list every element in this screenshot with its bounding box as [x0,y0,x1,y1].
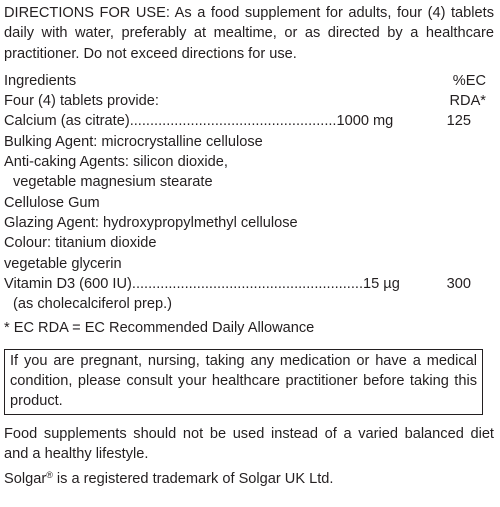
vitamin-d3-source-text: (as cholecalciferol prep.) [13,296,172,313]
ec-header: %EC [452,72,486,89]
ingredients-header-row [4,71,494,91]
cellulose-gum-text: Cellulose Gum [4,194,100,211]
colour [4,233,494,253]
bulking-agent [4,132,494,152]
anticaking-text-1: Anti-caking Agents: silicon dioxide, [4,154,228,171]
cellulose-gum [4,193,494,213]
vitamin-d3-source [4,294,494,314]
brand-name: Solgar [4,471,47,488]
calcium-amount: 1000 mg [336,113,394,130]
directions-for-use: DIRECTIONS FOR USE: As a food supplement for adults, four (4) tablets daily with water, preferably at mealtime, or as directed by a healthcare practitioner. Do not exceed directions for use. [4,5,494,62]
anticaking-text-2: vegetable magnesium stearate [13,174,213,191]
calcium-row [4,111,494,131]
warning-box: If you are pregnant, nursing, taking any medication or have a medical condition, please consult your healthcare practitioner before taking this product. [4,349,483,415]
anticaking-agents [4,152,494,172]
bulking-agent-text: Bulking Agent: microcrystalline cellulose [4,133,263,150]
glazing-agent [4,213,494,233]
vitamin-d3-row [4,274,494,294]
tablets-provide: Four (4) tablets provide: [4,93,159,110]
calcium-dots: ................................................... [129,113,337,130]
ingredients-heading: Ingredients [4,72,77,89]
ingredients-table [4,71,494,315]
colour-text: Colour: titanium dioxide [4,235,157,252]
vitamin-d3-dots: ......................................................... [131,275,364,292]
rda-footnote: * EC RDA = EC Recommended Daily Allowance [4,320,315,337]
registered-symbol: ® [46,470,53,481]
trademark-text: is a registered trademark of Solgar UK Ltd. [52,471,334,488]
rda-header: RDA* [449,93,486,110]
trademark-notice [4,469,494,489]
anticaking-agents-cont [4,172,494,192]
calcium-label: Calcium (as citrate) [4,113,130,130]
glazing-agent-text: Glazing Agent: hydroxypropylmethyl cellulose [4,214,298,231]
vitamin-d3-rda: 300 [446,275,471,292]
vegetable-glycerin [4,254,494,274]
glycerin-text: vegetable glycerin [4,255,122,272]
vitamin-d3-amount: 15 µg [363,275,400,292]
food-supplement-note: Food supplements should not be used instead of a varied balanced diet and a healthy lifestyle. [4,425,494,462]
calcium-rda: 125 [446,113,471,130]
tablets-provide-row [4,91,494,111]
vitamin-d3-label: Vitamin D3 (600 IU) [4,275,132,292]
